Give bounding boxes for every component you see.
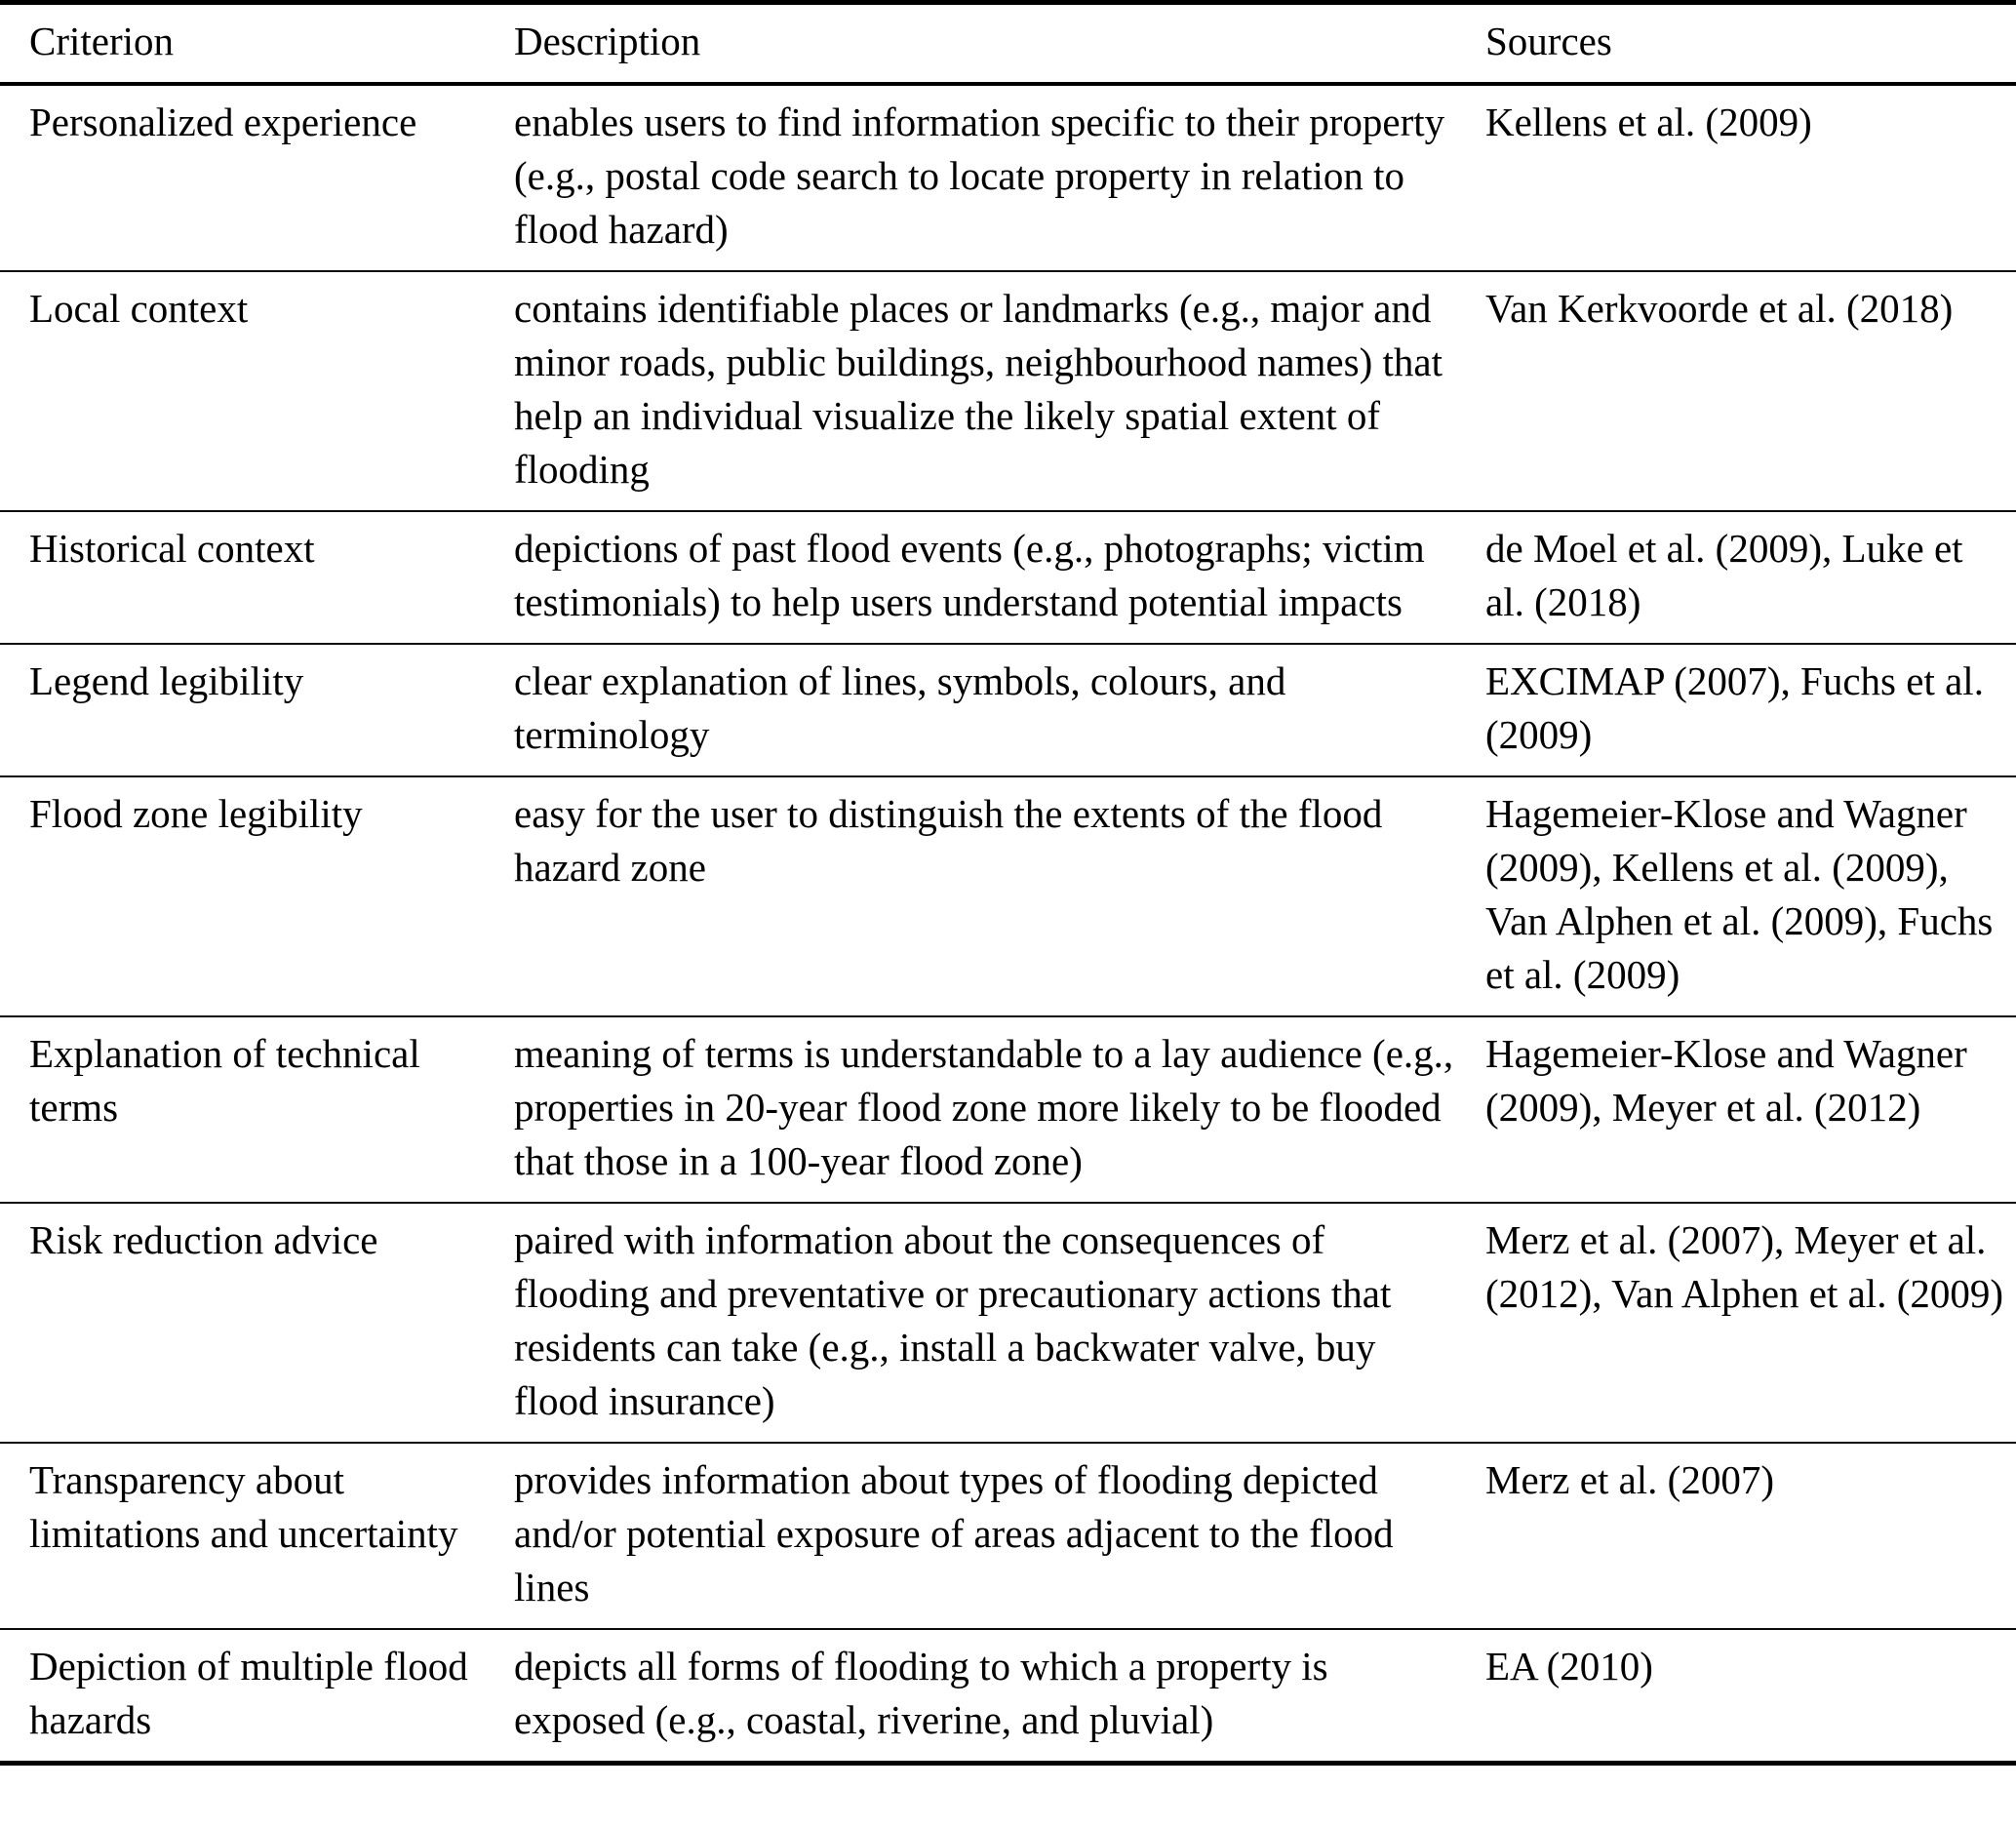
criterion-cell: Legend legibility: [29, 658, 304, 703]
criterion-cell: Risk reduction advice: [29, 1217, 378, 1262]
criterion-cell: Explanation of technical terms: [29, 1031, 420, 1130]
sources-cell: EXCIMAP (2007), Fuchs et al. (2009): [1485, 658, 1984, 757]
criterion-cell: Transparency about limitations and uncertainty: [29, 1457, 458, 1556]
criterion-cell: Historical context: [29, 526, 315, 571]
description-cell: depictions of past flood events (e.g., photographs; victim testimonials) to help users understand potential impacts: [514, 526, 1425, 624]
criterion-cell: Depiction of multiple flood hazards: [29, 1644, 468, 1742]
description-cell: contains identifiable places or landmarks (e.g., major and minor roads, public buildings, neighbourhood names) that help an individual visualize the likely spatial extent of flooding: [514, 286, 1443, 492]
sources-cell: Van Kerkvoorde et al. (2018): [1485, 286, 1954, 331]
sources-cell: Merz et al. (2007): [1485, 1457, 1774, 1502]
description-cell: meaning of terms is understandable to a lay audience (e.g., properties in 20-year flood zone more likely to be flooded that those in a 100-year flood zone): [514, 1031, 1454, 1183]
column-header-criterion: Criterion: [29, 19, 175, 63]
sources-cell: Hagemeier-Klose and Wagner (2009), Kellens et al. (2009), Van Alphen et al. (2009), Fuchs et al. (2009): [1485, 791, 1994, 997]
criterion-cell: Personalized experience: [29, 99, 417, 144]
table-row: [0, 82, 2016, 270]
sources-cell: EA (2010): [1485, 1644, 1653, 1689]
table-row: [0, 1015, 2016, 1202]
table-header-row: [0, 5, 2016, 82]
table-row: [0, 775, 2016, 1015]
table-row: [0, 1202, 2016, 1442]
sources-cell: Kellens et al. (2009): [1485, 99, 1812, 144]
description-cell: paired with information about the consequences of flooding and preventative or precautionary actions that residents can take (e.g., install a backwater valve, buy flood insurance): [514, 1217, 1392, 1423]
table-row: [0, 510, 2016, 643]
table-row: [0, 1628, 2016, 1761]
description-cell: provides information about types of flooding depicted and/or potential exposure of areas adjacent to the flood lines: [514, 1457, 1394, 1609]
table-row: [0, 643, 2016, 775]
criterion-cell: Flood zone legibility: [29, 791, 363, 836]
column-header-description: Description: [514, 19, 701, 63]
column-header-sources: Sources: [1485, 19, 1612, 63]
criterion-cell: Local context: [29, 286, 249, 331]
sources-cell: Hagemeier-Klose and Wagner (2009), Meyer et al. (2012): [1485, 1031, 1967, 1130]
description-cell: depicts all forms of flooding to which a property is exposed (e.g., coastal, riverine, and pluvial): [514, 1644, 1328, 1742]
sources-cell: de Moel et al. (2009), Luke et al. (2018): [1485, 526, 1963, 624]
table-row: [0, 270, 2016, 510]
description-cell: enables users to find information specific to their property (e.g., postal code search to locate property in relation to flood hazard): [514, 99, 1445, 252]
table-row: [0, 1442, 2016, 1628]
description-cell: easy for the user to distinguish the extents of the flood hazard zone: [514, 791, 1383, 890]
description-cell: clear explanation of lines, symbols, colours, and terminology: [514, 658, 1286, 757]
sources-cell: Merz et al. (2007), Meyer et al. (2012), Van Alphen et al. (2009): [1485, 1217, 2003, 1316]
